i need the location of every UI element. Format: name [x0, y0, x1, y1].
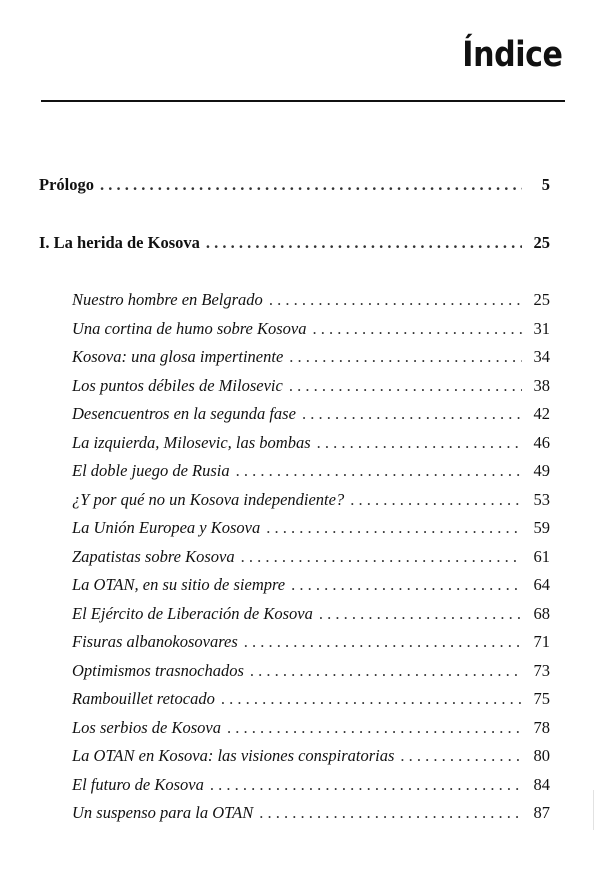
toc-entry-title: Los serbios de Kosova [72, 717, 221, 737]
toc-entry-title: Kosova: una glosa impertinente [72, 347, 284, 366]
toc-entry-title: Un suspenso para la OTAN [72, 803, 254, 822]
toc-entry-chapter-1[interactable] [39, 232, 550, 254]
toc-entry-page: 84 [533, 774, 550, 794]
toc-entry-page: 61 [533, 546, 550, 566]
toc-entry-page: 78 [533, 717, 550, 737]
dot-leader [269, 289, 522, 311]
toc-entry-page: 25 [533, 290, 550, 309]
toc-entry-section[interactable] [72, 688, 550, 710]
toc-entry-section[interactable] [72, 802, 550, 824]
dot-leader [221, 688, 522, 710]
toc-entry-title: Prólogo [39, 175, 94, 194]
toc-entry-title: Nuestro hombre en Belgrado [72, 290, 263, 309]
toc-entry-title: El Ejército de Liberación de Kosova [72, 603, 313, 623]
toc-entry-page: 68 [533, 603, 550, 623]
dot-leader [317, 432, 522, 454]
toc-entry-page: 71 [533, 632, 550, 651]
toc-entry-title: La OTAN, en su sitio de siempre [72, 575, 286, 594]
toc-entry-section[interactable] [72, 489, 550, 511]
toc-entry-title: Fisuras albanokosovares [72, 632, 238, 651]
toc-entry-page: 87 [533, 803, 550, 822]
toc-entry-section[interactable] [72, 574, 550, 596]
toc-entry-section[interactable] [72, 289, 550, 311]
toc-entry-title: Rambouillet retocado [72, 689, 215, 708]
toc-entry-section[interactable] [72, 774, 550, 796]
dot-leader [210, 774, 522, 796]
dot-leader [302, 403, 522, 425]
dot-leader [241, 546, 522, 568]
toc-entry-page: 73 [533, 660, 550, 680]
toc-entry-page: 42 [533, 404, 550, 423]
dot-leader [259, 802, 522, 824]
dot-leader [100, 174, 522, 196]
toc-entry-title: ¿Y por qué no un Kosova independiente? [72, 489, 345, 509]
toc-entry-prologue[interactable] [39, 174, 550, 196]
scan-edge-mark [593, 790, 594, 830]
toc-entry-section[interactable] [72, 546, 550, 568]
dot-leader [289, 346, 522, 368]
toc-entry-page: 38 [533, 375, 550, 395]
title-divider [41, 100, 565, 102]
dot-leader [291, 574, 522, 596]
dot-leader [227, 717, 522, 739]
toc-entry-page: 64 [533, 575, 550, 594]
toc-entry-section[interactable] [72, 745, 550, 767]
toc-entry-section[interactable] [72, 403, 550, 425]
toc-entry-page: 46 [533, 432, 550, 452]
toc-entry-section[interactable] [72, 460, 550, 482]
toc-entry-title: Optimismos trasnochados [72, 660, 244, 680]
toc-entry-page: 34 [533, 347, 550, 366]
toc-entry-title: La izquierda, Milosevic, las bombas [72, 432, 311, 452]
toc-entry-page: 59 [533, 518, 550, 537]
dot-leader [236, 460, 522, 482]
dot-leader [400, 745, 522, 767]
toc-entry-title: La OTAN en Kosova: las visiones conspiratorias [72, 746, 395, 765]
toc-entry-title: Los puntos débiles de Milosevic [72, 375, 283, 395]
dot-leader [244, 631, 522, 653]
toc-entry-title: Desencuentros en la segunda fase [72, 404, 296, 423]
toc-entry-section[interactable] [72, 603, 550, 625]
dot-leader [266, 517, 522, 539]
toc-entry-section[interactable] [72, 432, 550, 454]
toc-entry-section[interactable] [72, 631, 550, 653]
toc-entry-title: I. La herida de Kosova [39, 233, 200, 252]
toc-entry-page: 75 [533, 689, 550, 708]
toc-entry-page: 80 [533, 746, 550, 765]
toc-entry-title: El futuro de Kosova [72, 774, 204, 794]
dot-leader [350, 489, 522, 511]
toc-entry-section[interactable] [72, 660, 550, 682]
toc-entry-section[interactable] [72, 375, 550, 397]
toc-entry-title: Zapatistas sobre Kosova [72, 546, 235, 566]
toc-entry-page: 49 [533, 461, 550, 480]
toc-entry-title: Una cortina de humo sobre Kosova [72, 318, 307, 338]
dot-leader [319, 603, 522, 625]
toc-entry-section[interactable] [72, 346, 550, 368]
toc-entry-title: El doble juego de Rusia [72, 461, 230, 480]
toc-entry-page: 5 [541, 175, 550, 194]
toc-entry-page: 31 [533, 318, 550, 338]
dot-leader [206, 232, 522, 254]
dot-leader [250, 660, 522, 682]
page-title: Índice [461, 35, 562, 75]
toc-entry-title: La Unión Europea y Kosova [72, 518, 261, 537]
toc-entry-page: 25 [533, 233, 550, 252]
dot-leader [313, 318, 523, 340]
toc-entry-section[interactable] [72, 717, 550, 739]
toc-entry-section[interactable] [72, 318, 550, 340]
toc-entry-section[interactable] [72, 517, 550, 539]
toc-entry-page: 53 [533, 489, 550, 509]
dot-leader [289, 375, 522, 397]
